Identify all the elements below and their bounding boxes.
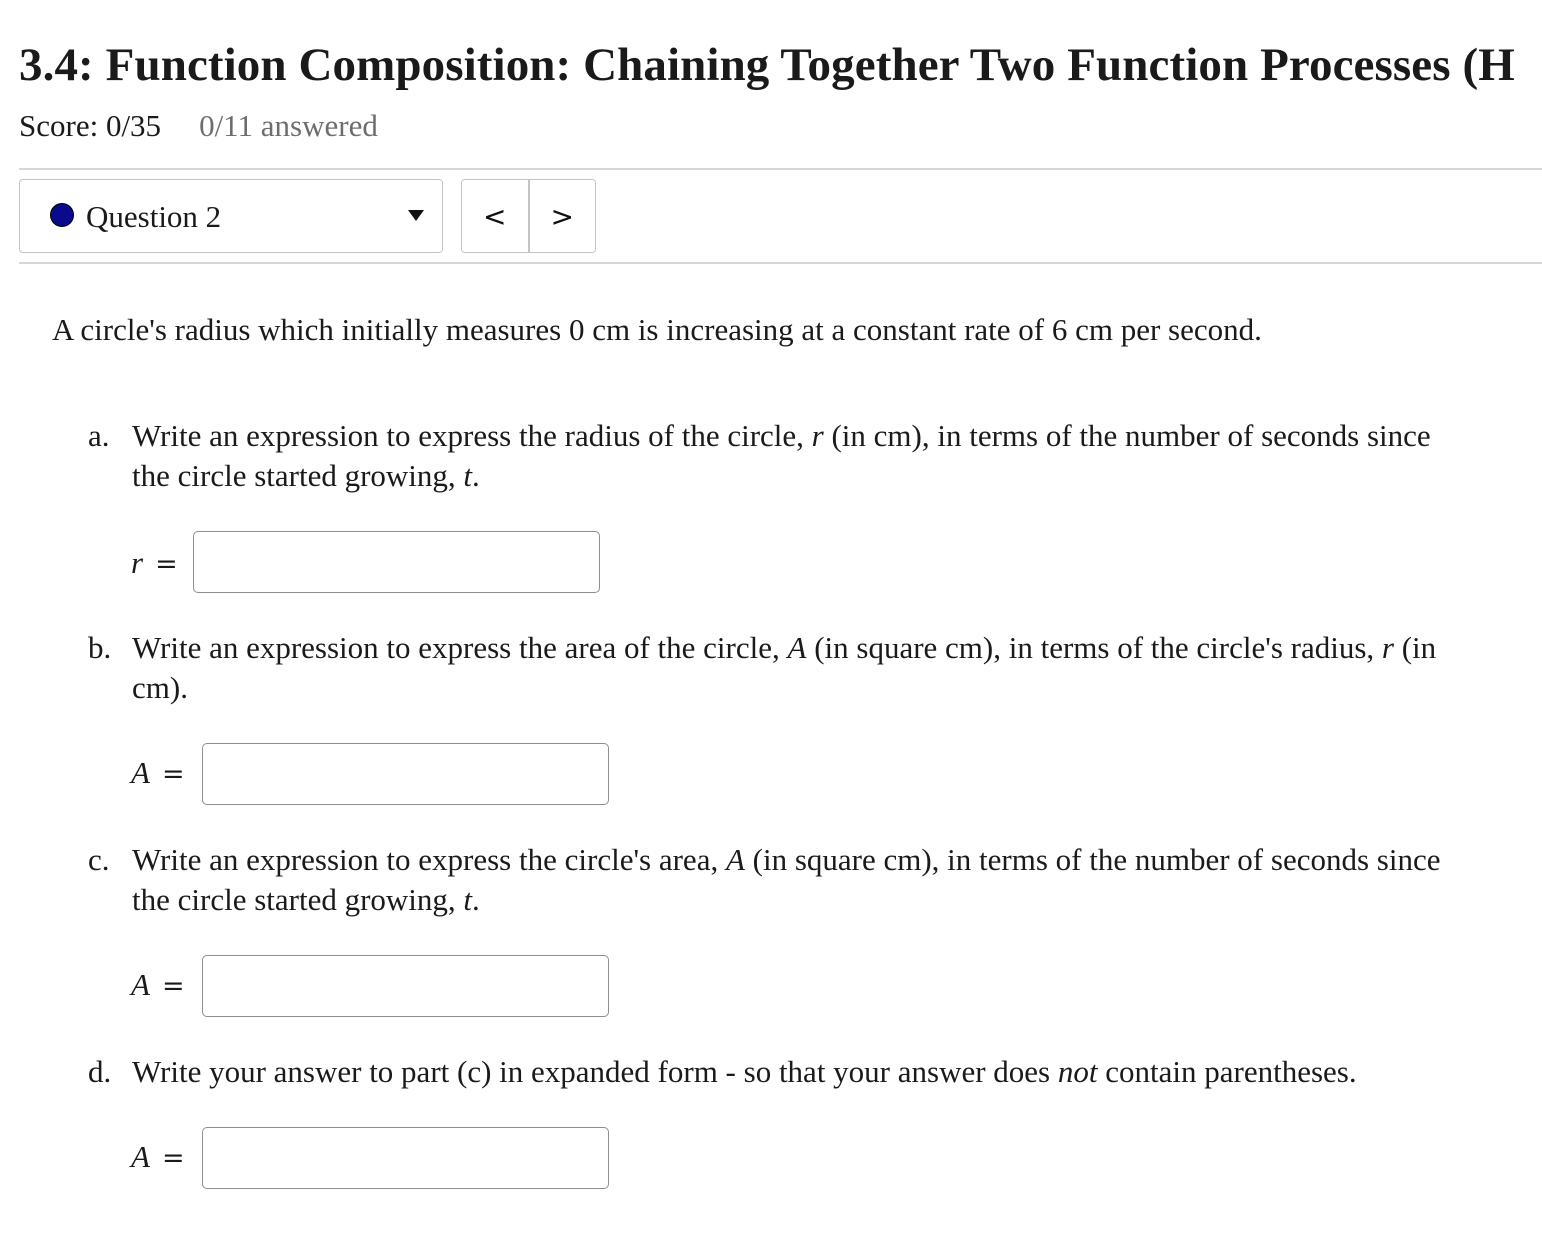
divider-top (19, 168, 1542, 170)
part-a-answer-symbol: r (131, 545, 144, 580)
part-a-letter: a. (88, 418, 110, 453)
part-b-answer-label (131, 755, 185, 791)
part-d-answer-input[interactable] (202, 1127, 609, 1189)
score-text: Score: 0/35 (19, 108, 162, 143)
part-a-text-2: (in cm), in terms of the number of seconds since the circle started growing, (132, 418, 1431, 493)
part-b-text-2: (in square cm), in terms of the circle's radius, (806, 630, 1382, 665)
part-a-equals: = (155, 549, 178, 580)
part-d-answer-label (131, 1139, 185, 1175)
part-c-equals: = (161, 971, 185, 1002)
part-c-text-3: . (472, 882, 480, 917)
part-b-answer-symbol: A (131, 755, 150, 790)
question-nav-group (461, 179, 596, 253)
part-d-text-2: contain parentheses. (1097, 1054, 1357, 1089)
part-c-answer-input[interactable] (202, 955, 609, 1017)
part-b-letter: b. (88, 630, 112, 665)
previous-question-button[interactable] (462, 180, 530, 252)
part-d-letter: d. (88, 1054, 112, 1089)
part-d-answer-symbol: A (131, 1139, 150, 1174)
part-a-var-r: r (811, 418, 824, 453)
score-line (19, 108, 378, 144)
part-d-text-1: Write your answer to part (c) in expanded form - so that your answer does (132, 1054, 1058, 1089)
part-b-text-3: (in cm). (132, 630, 1437, 705)
part-a-var-t: t (463, 458, 473, 493)
question-status-dot-icon (50, 203, 74, 227)
question-select-label: Question 2 (86, 199, 222, 234)
part-b-var-r: r (1381, 630, 1394, 665)
caret-down-icon (408, 210, 424, 221)
part-c-answer-label (131, 967, 185, 1003)
answered-count: 0/11 answered (199, 108, 378, 143)
part-c-text-1: Write an expression to express the circle's area, (132, 842, 726, 877)
chevron-right-icon: > (550, 199, 574, 233)
part-d-text (132, 1052, 1462, 1092)
part-b-text-1: Write an expression to express the area of the circle, (132, 630, 788, 665)
part-b-text (132, 628, 1462, 708)
part-a-text-3: . (472, 458, 480, 493)
part-a-text-1: Write an expression to express the radius of the circle, (132, 418, 812, 453)
part-b-equals: = (161, 759, 185, 790)
question-select[interactable] (19, 179, 443, 253)
part-d-equals: = (161, 1143, 185, 1174)
part-b-answer-input[interactable] (202, 743, 609, 805)
part-a-answer-label (131, 545, 178, 581)
problem-intro: A circle's radius which initially measures 0 cm is increasing at a constant rate of 6 cm per second. (52, 312, 1262, 347)
chevron-left-icon: < (483, 199, 507, 233)
divider-bottom (19, 262, 1542, 264)
part-b-var-a: A (787, 630, 807, 665)
part-a-answer-input[interactable] (193, 531, 600, 593)
part-c-text-2: (in square cm), in terms of the number of seconds since the circle started growing, (132, 842, 1441, 917)
next-question-button[interactable] (530, 180, 596, 252)
part-c-letter: c. (88, 842, 110, 877)
part-c-var-a: A (725, 842, 745, 877)
part-c-answer-symbol: A (131, 967, 150, 1002)
page-title: 3.4: Function Composition: Chaining Together Two Function Processes (H (19, 39, 1515, 91)
part-c-var-t: t (463, 882, 473, 917)
part-d-emphasis-not: not (1057, 1054, 1098, 1089)
part-a-text (132, 416, 1462, 496)
part-c-text (132, 840, 1462, 920)
